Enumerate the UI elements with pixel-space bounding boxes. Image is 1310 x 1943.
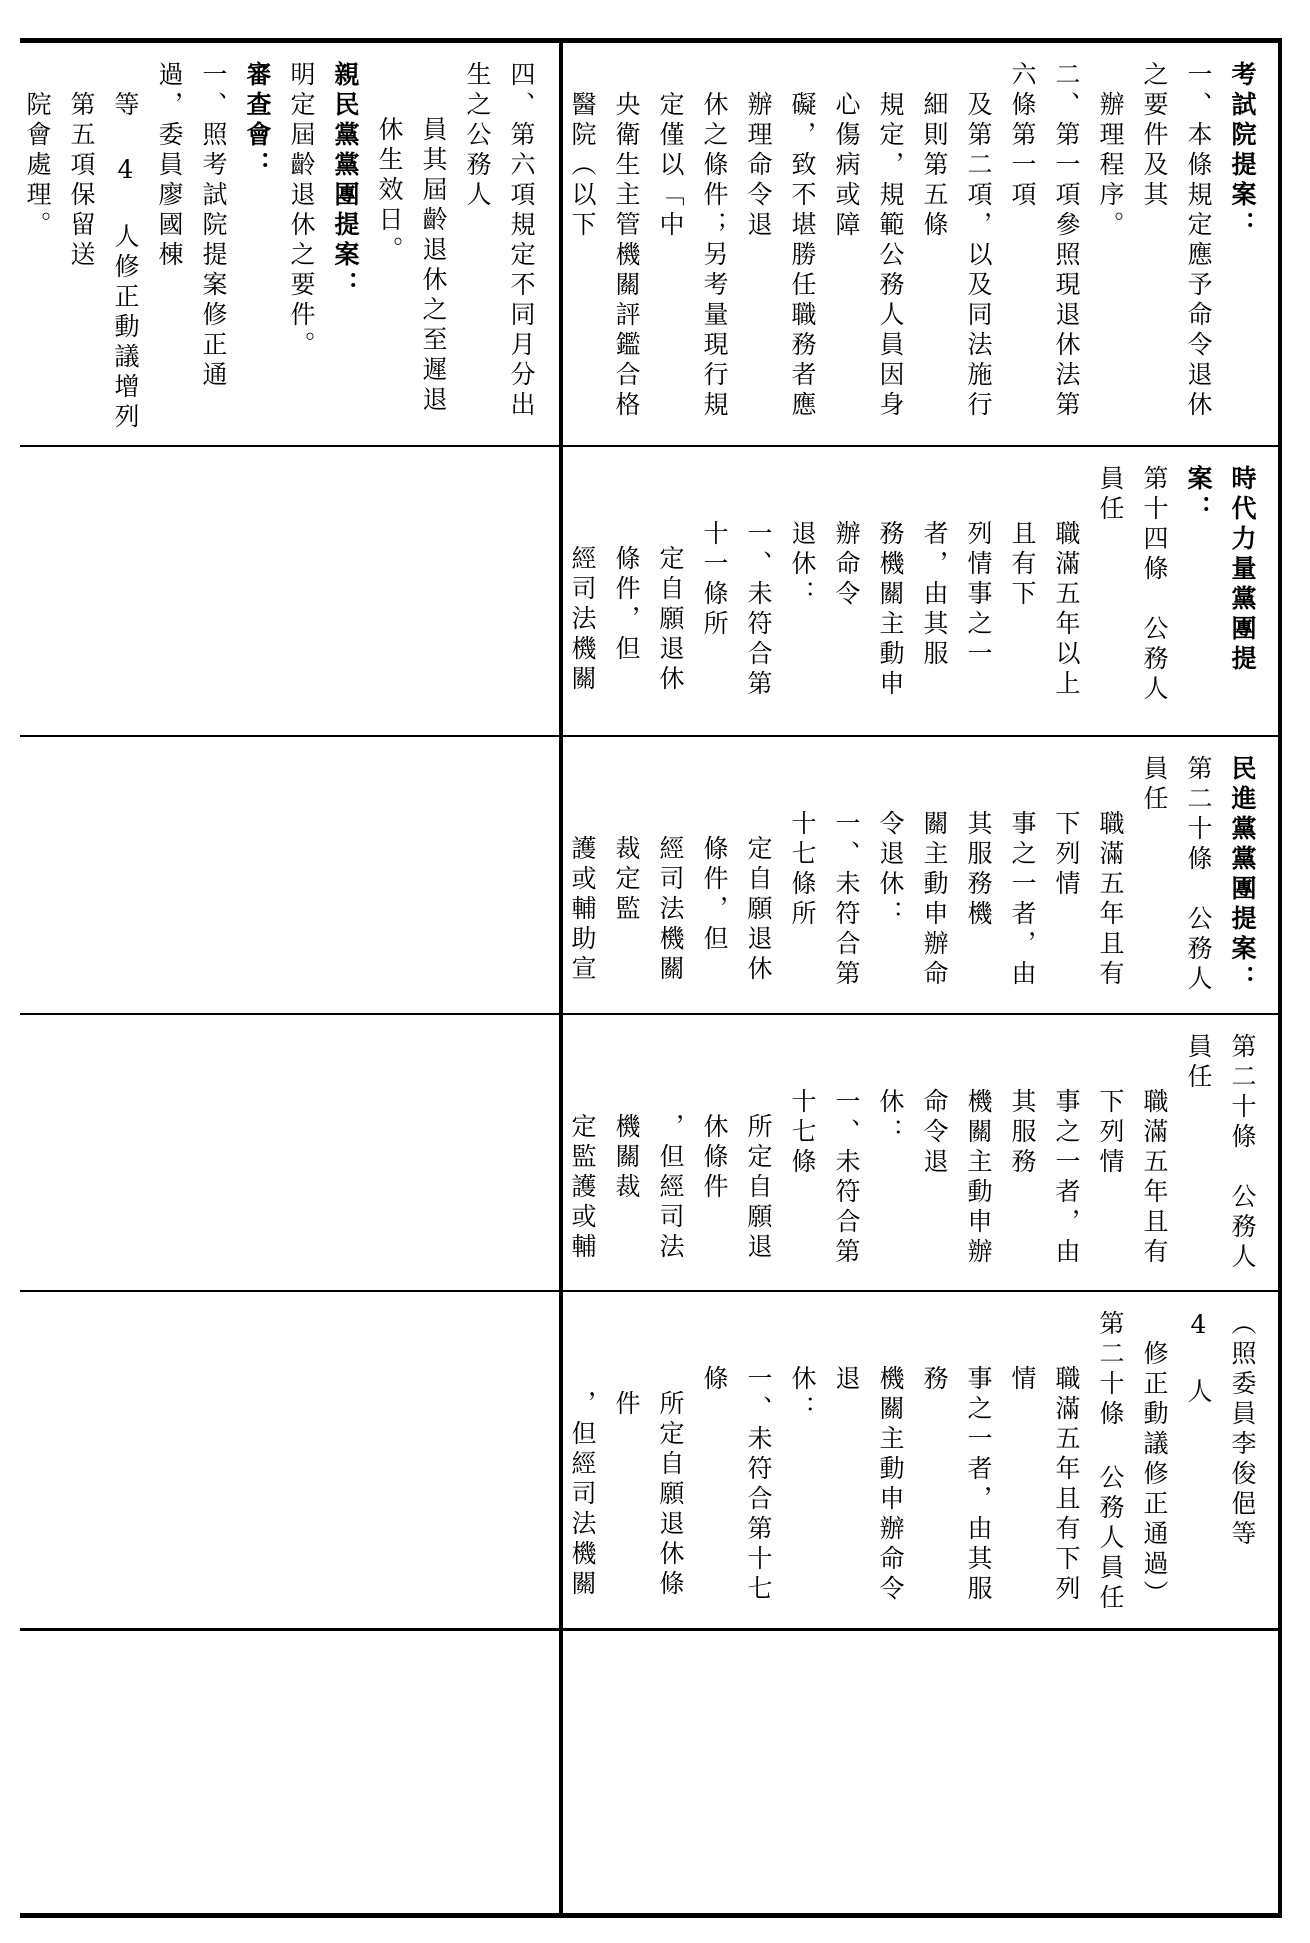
text-line: 職滿五年以上且有下 [1008,520,1081,700]
text-line: 定自願退休條件，但 [700,835,773,985]
text-line: 務機關主動申辦命令 [832,520,905,700]
text-line: 機關主動申辦命令退 [920,1088,993,1268]
text-line: 一、未符合第十七條所 [788,810,861,990]
text-line: 員其屆齡退休之至遲退休生效日。 [375,116,448,416]
text-line: 礙，致不堪勝任職務者應辦理命令退 [744,91,817,421]
blank-cell-row5 [20,1292,557,1628]
blank-cell-row3 [20,737,557,1013]
current-law-text [563,1033,1264,1278]
blank-cell-row6-left [20,1631,557,1918]
text-line: 經司法機關裁定監 [612,835,685,985]
text-line: 關主動申辦命令退休： [876,810,949,990]
text-line: 經司法機關 [568,545,597,695]
text-line: 一、未符合第十一條所 [700,520,773,700]
text-line: 一、照考試院提案修正通過，委員廖國棟 [155,61,228,391]
proposal-cell-dpp [563,737,1278,1013]
text-line: （照委員李俊俋等 4 人 [1184,1310,1257,1550]
text-line: 休之條件；另考量現行規定僅以「中 [656,91,729,421]
text-line: ，但經司法機關裁 [612,1113,685,1263]
section-heading: 審查會： [243,61,272,181]
text-line: 一、未符合第十七條 [700,1365,773,1605]
current-law-cell [563,1015,1278,1290]
text-line: 規定，規範公務人員因身心傷病或障 [832,91,905,421]
proposal-cell-npp [563,447,1278,735]
amended-text-cell [563,1292,1278,1628]
text-line: 職滿五年且有下列情 [1096,1088,1169,1268]
proposal-text-dpp [563,755,1264,1001]
text-line: 二、第一項參照現退休法第六條第一項 [1008,61,1081,421]
amended-text [563,1310,1264,1616]
text-line: 事之一者，由其服務機 [964,810,1037,990]
text-line: 職滿五年且有下列情 [1008,1365,1081,1605]
text-line: 休： [876,1088,905,1148]
text-line: 定監護或輔 [568,1113,597,1263]
explanation-text-exam-yuan [563,61,1264,433]
section-heading: 民進黨黨團提案： [1228,755,1257,995]
explanation-cell-committee [20,43,557,445]
text-line: 退休： [788,520,817,610]
text-line: 一、本條規定應予命令退休之要件及其 [1140,61,1213,421]
explanation-cell-exam-yuan [563,43,1278,445]
section-heading: 時代力量黨團提案： [1184,465,1257,675]
text-line: 事之一者，由其服務 [920,1365,993,1605]
text-line: 第十四條 公務人員任 [1096,465,1169,705]
proposal-text-npp [563,465,1264,723]
section-heading: 考試院提案： [1228,61,1257,241]
text-line: 護或輔助宣 [568,835,597,985]
text-line: 第二十條 公務人員任 [1184,1033,1257,1273]
column-divider-right-edge [1278,43,1282,1913]
explanation-text-committee [20,61,543,433]
text-line: 第二十條 公務人員任 [1096,1310,1125,1614]
text-line: 及第二項，以及同法施行細則第五條 [920,91,993,421]
text-line: 四、第六項規定不同月分出生之公務人 [463,61,536,421]
text-line: ，但經司法機關 [568,1390,597,1600]
text-line: 列情事之一者，由其服 [920,520,993,670]
text-line: 院會處理。 [23,91,52,241]
text-line: 職滿五年且有下列情 [1052,810,1125,990]
blank-cell-row2 [20,447,557,735]
section-heading: 親民黨黨團提案： [331,61,360,301]
text-line: 所定自願退休條件 [612,1390,685,1600]
text-line: 明定屆齡退休之要件。 [287,61,316,361]
text-line: 等 4 人修正動議增列第五項保留送 [67,91,140,433]
text-line: 辦理程序。 [1096,91,1125,241]
text-line: 定自願退休條件，但 [612,545,685,695]
text-line: 休： [788,1365,817,1425]
document-table [20,38,1282,1918]
text-line: 一、未符合第十七條 [788,1088,861,1268]
blank-cell-row6-right [563,1631,1278,1918]
text-line: 央衛生主管機關評鑑合格醫院（以下 [568,91,641,421]
text-line: 機關主動申辦命令退 [832,1365,905,1605]
text-line: 第二十條 公務人員任 [1140,755,1213,995]
text-line: 所定自願退休條件 [700,1113,773,1263]
text-line: 事之一者，由其服務 [1008,1088,1081,1268]
blank-cell-row4 [20,1015,557,1290]
text-line: 修正動議修正通過） [1140,1340,1169,1610]
